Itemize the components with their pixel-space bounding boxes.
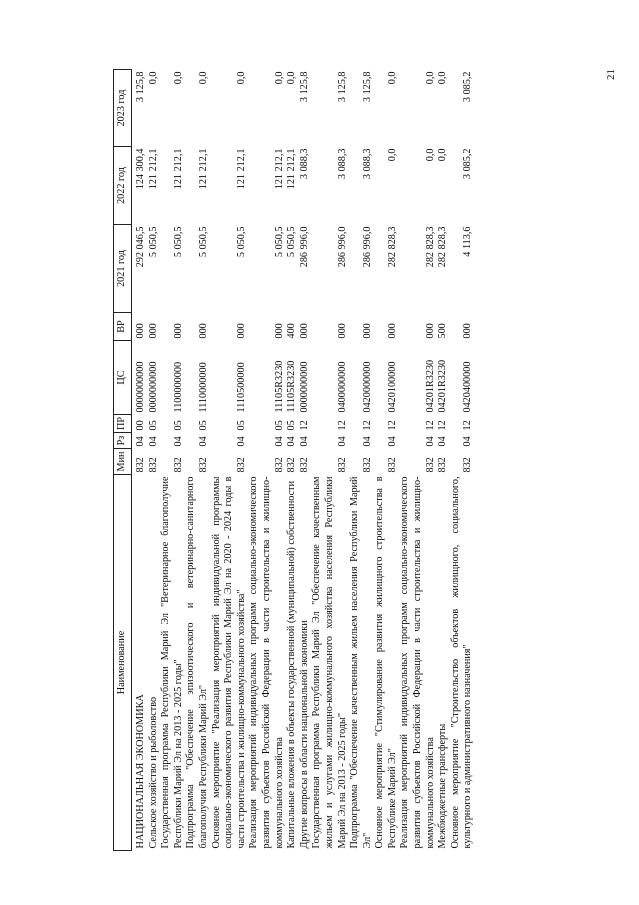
row-cs: 0420100000 — [386, 361, 398, 413]
row-name: Сельское хозяйство и рыболовство — [147, 696, 159, 849]
row-min: 832 — [424, 457, 436, 473]
row-2021: 5 050,5 — [147, 226, 159, 258]
table-row — [185, 70, 210, 851]
table-row — [374, 70, 399, 851]
row-min: 832 — [298, 457, 310, 473]
row-2023: 0,0 — [172, 71, 184, 85]
table-row — [148, 70, 161, 851]
row-min: 832 — [462, 457, 474, 473]
row-min: 832 — [273, 457, 285, 473]
header-row — [114, 70, 132, 851]
page-number: 21 — [605, 69, 617, 80]
table-row — [160, 70, 185, 851]
row-name: Основное мероприятие "Стимулирование развития жилищного строительства в Республике Марий Эл" — [374, 476, 398, 849]
row-cs: 0420400000 — [462, 361, 474, 413]
table-row — [311, 70, 349, 851]
row-rz: 04 — [298, 436, 310, 447]
table-row — [450, 70, 475, 851]
row-2021: 5 050,5 — [197, 226, 209, 258]
row-2022: 0,0 — [437, 148, 449, 162]
row-name: НАЦИОНАЛЬНАЯ ЭКОНОМИКА — [135, 694, 146, 849]
row-2023: 0,0 — [437, 71, 449, 85]
header-2023: 2023 год — [114, 70, 132, 147]
row-2022: 121 212,1 — [197, 148, 209, 190]
row-2021: 5 050,5 — [286, 226, 298, 258]
table-row — [286, 70, 299, 851]
table-row — [132, 70, 148, 851]
row-2021: 5 050,5 — [172, 226, 184, 258]
row-vr: 000 — [197, 323, 209, 339]
row-name: Реализация мероприятий индивидуальных программ социально-экономического развития субъектов Российской Федерации в части строительства и жилищно-коммунального хозяйства — [248, 476, 285, 849]
row-2023: 3 125,8 — [336, 71, 348, 103]
row-vr: 000 — [172, 323, 184, 339]
row-min: 832 — [286, 457, 298, 473]
row-2021: 286 996,0 — [336, 226, 348, 268]
row-cs: 11105R3230 — [286, 360, 298, 413]
row-2023: 0,0 — [197, 71, 209, 85]
row-rz: 04 — [424, 436, 436, 447]
row-2022: 3 088,3 — [361, 148, 373, 180]
row-2021: 282 828,3 — [386, 226, 398, 268]
row-name: Государственная программа Республики Марий Эл "Обеспечение качественным жильем и услугами жилищно-коммунального хозяйства населения Республики Марий Эл на 2013 - 2025 годы" — [311, 476, 348, 849]
row-2021: 286 996,0 — [298, 226, 310, 268]
row-pr: 05 — [172, 420, 184, 431]
row-cs: 0400000000 — [336, 361, 348, 413]
row-2023: 0,0 — [235, 71, 247, 85]
row-2022: 124 300,4 — [135, 148, 146, 190]
row-vr: 400 — [286, 323, 298, 339]
row-2022: 121 212,1 — [286, 148, 298, 190]
row-rz: 04 — [437, 436, 449, 447]
row-name: Основное мероприятие "Строительство объектов жилищного, социального, культурного и административного назначения" — [449, 476, 474, 849]
row-2022: 3 088,3 — [336, 148, 348, 180]
row-pr: 12 — [424, 420, 436, 431]
row-min: 832 — [135, 457, 146, 473]
row-pr: 12 — [437, 420, 449, 431]
row-name: Реализация мероприятий индивидуальных программ социально-экономического развития субъектов Российской Федерации в части строительства и жилищно-коммунального хозяйства — [399, 476, 436, 849]
row-2023: 0,0 — [273, 71, 285, 85]
row-vr: 000 — [336, 323, 348, 339]
row-2023: 0,0 — [286, 71, 298, 85]
row-cs: 0000000000 — [298, 361, 310, 413]
row-2022: 0,0 — [424, 148, 436, 162]
table-row — [349, 70, 374, 851]
header-cs: ЦС — [114, 341, 132, 415]
row-2023: 3 125,8 — [361, 71, 373, 103]
row-name: Другие вопросы в области национальной экономики — [298, 620, 310, 849]
header-vr: ВР — [114, 313, 132, 341]
row-min: 832 — [437, 457, 449, 473]
row-name: Подпрограмма "Обеспечение эпизоотического и ветеринарно-санитарного благополучия Республики Марий Эл" — [185, 476, 209, 849]
row-pr: 05 — [147, 420, 159, 431]
row-2022: 3 085,2 — [462, 148, 474, 180]
row-pr: 12 — [386, 420, 398, 431]
row-2022: 121 212,1 — [147, 148, 159, 190]
row-name: Основное мероприятие "Реализация мероприятий индивидуальной программы социально-экономического развития Республики Марий Эл на 2020 - 2024 годы в части строительства и жилищно-коммунального хозяйства" — [210, 476, 247, 849]
row-rz: 04 — [273, 436, 285, 447]
row-min: 832 — [147, 457, 159, 473]
row-vr: 000 — [135, 323, 146, 339]
header-name: Наименование — [114, 475, 132, 851]
row-pr: 12 — [462, 420, 474, 431]
row-2021: 282 828,3 — [424, 226, 436, 268]
row-cs: 0000000000 — [147, 361, 159, 413]
row-min: 832 — [197, 457, 209, 473]
header-pr: ПР — [114, 415, 132, 433]
row-vr: 000 — [147, 323, 159, 339]
row-2023: 3 085,2 — [462, 71, 474, 103]
row-rz: 04 — [386, 436, 398, 447]
row-vr: 000 — [462, 323, 474, 339]
row-rz: 04 — [172, 436, 184, 447]
row-pr: 05 — [286, 420, 298, 431]
row-2023: 3 125,8 — [135, 71, 146, 103]
row-min: 832 — [172, 457, 184, 473]
row-cs: 0000000000 — [135, 361, 146, 413]
row-min: 832 — [336, 457, 348, 473]
row-pr: 12 — [298, 420, 310, 431]
row-vr: 000 — [361, 323, 373, 339]
row-2021: 5 050,5 — [273, 226, 285, 258]
row-2021: 282 828,3 — [437, 226, 449, 268]
table-row — [299, 70, 312, 851]
row-rz: 04 — [462, 436, 474, 447]
row-min: 832 — [386, 457, 398, 473]
row-2023: 0,0 — [147, 71, 159, 85]
row-cs: 04201R3230 — [437, 359, 449, 413]
row-vr: 000 — [424, 323, 436, 339]
row-cs: 1110500000 — [235, 362, 247, 413]
table-row — [248, 70, 286, 851]
row-vr: 000 — [298, 323, 310, 339]
row-cs: 1110000000 — [197, 362, 209, 413]
row-vr: 500 — [437, 323, 449, 339]
header-2022: 2022 год — [114, 147, 132, 225]
row-cs: 04201R3230 — [424, 359, 436, 413]
row-cs: 0420000000 — [361, 361, 373, 413]
row-2023: 0,0 — [386, 71, 398, 85]
row-rz: 04 — [235, 436, 247, 447]
header-2021: 2021 год — [114, 225, 132, 313]
row-name: Межбюджетные трансферты — [437, 723, 449, 849]
row-name: Капитальные вложения в объекты государственной (муниципальной) собственности — [286, 480, 298, 849]
table-row — [399, 70, 437, 851]
budget-table — [113, 69, 475, 851]
row-2021: 4 113,6 — [462, 226, 474, 257]
row-cs: 11105R3230 — [273, 360, 285, 413]
row-vr: 000 — [273, 323, 285, 339]
row-2022: 121 212,1 — [172, 148, 184, 190]
row-2021: 286 996,0 — [361, 226, 373, 268]
row-2022: 0,0 — [386, 148, 398, 162]
row-name: Государственная программа Республики Марий Эл "Ветеринарное благополучие Республики Марий Эл на 2013 - 2025 годы" — [160, 476, 184, 849]
row-pr: 05 — [273, 420, 285, 431]
row-min: 832 — [361, 457, 373, 473]
row-rz: 04 — [147, 436, 159, 447]
row-rz: 04 — [336, 436, 348, 447]
row-pr: 12 — [361, 420, 373, 431]
row-rz: 04 — [135, 436, 146, 447]
row-rz: 04 — [197, 436, 209, 447]
row-cs: 1100000000 — [172, 361, 184, 413]
row-pr: 00 — [135, 420, 146, 431]
header-rz: Рз — [114, 433, 132, 449]
row-pr: 12 — [336, 420, 348, 431]
header-min: Мин — [114, 449, 132, 475]
row-2022: 121 212,1 — [235, 148, 247, 190]
row-name: Подпрограмма "Обеспечение качественным жильем населения Республики Марий Эл" — [349, 476, 373, 849]
row-2022: 121 212,1 — [273, 148, 285, 190]
table-row — [437, 70, 450, 851]
row-pr: 05 — [235, 420, 247, 431]
row-2022: 3 088,3 — [298, 148, 310, 180]
row-vr: 000 — [386, 323, 398, 339]
row-pr: 05 — [197, 420, 209, 431]
row-2021: 292 046,5 — [135, 226, 146, 268]
table-row — [211, 70, 249, 851]
row-2023: 0,0 — [424, 71, 436, 85]
row-rz: 04 — [286, 436, 298, 447]
row-2023: 3 125,8 — [298, 71, 310, 103]
row-rz: 04 — [361, 436, 373, 447]
row-min: 832 — [235, 457, 247, 473]
row-2021: 5 050,5 — [235, 226, 247, 258]
row-vr: 000 — [235, 323, 247, 339]
rotated-table-container — [113, 70, 549, 851]
